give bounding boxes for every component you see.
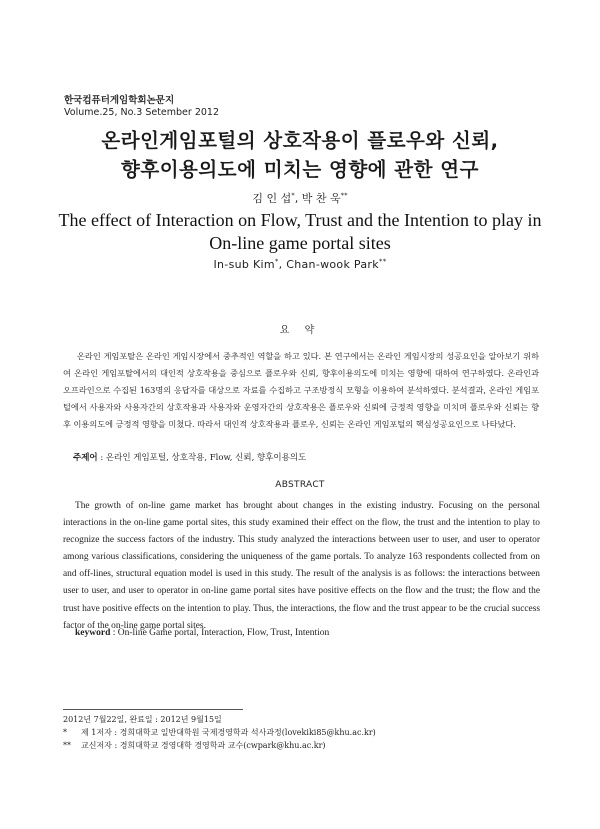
footnote-dates: 2012년 7월22일, 완료일 : 2012년 9월15일 xyxy=(63,715,222,724)
korean-keyword-label: 주제어 xyxy=(73,453,98,463)
english-keyword-list: : On-line Game portal, Interaction, Flow, Trust, Intention xyxy=(110,628,330,638)
korean-keywords xyxy=(73,451,306,463)
english-authors xyxy=(0,258,600,271)
author-1-mark: * xyxy=(291,191,295,200)
korean-authors xyxy=(0,190,600,206)
journal-header xyxy=(64,95,219,119)
english-title-line2: On-line game portal sites xyxy=(209,233,391,253)
english-abstract-heading: ABSTRACT xyxy=(275,480,325,490)
korean-keyword-list: : 온라인 게임포털, 상호작용, Flow, 신뢰, 향후이용의도 xyxy=(97,453,307,463)
english-author-2: Chan-wook Park xyxy=(286,258,379,271)
footnote-1-mark: * xyxy=(63,728,67,737)
english-title xyxy=(40,209,560,255)
journal-volume: Volume.25, No.3 Setember 2012 xyxy=(64,107,219,118)
english-keyword-label: keyword xyxy=(75,628,111,638)
author-separator: , xyxy=(294,192,302,205)
footnote-divider xyxy=(63,709,243,710)
footnote-2-mark: ** xyxy=(63,741,71,750)
footnote-corresponding-author xyxy=(63,739,376,752)
english-author-1: In-sub Kim xyxy=(213,258,275,271)
footnote-first-author xyxy=(63,726,376,739)
journal-name: 한국컴퓨터게임학회논문지 xyxy=(64,95,175,106)
english-abstract-text: The growth of on-line game market has brought about changes in the existing industry. Focusing on the personal interactions in the on-line game portal sites, this study examined their effect on the flow, the trust and the intention to play to recognize the success factors of the industry. This study analyzed the interactions between user to user, and user to operator among various classifications, considering the uniqueness of the game portals. To analyze 163 respondents collected from on and off-lines, structural equation model is used in this study. The result of the analysis is as follows: the interactions between user to user, and user to operator in on-line game portal sites have positive effects on the flow and the trust; the flow and the trust have positive effects on the intention to play. Thus, the interactions, the flow and the trust appear to be the crucial success factor of the on-line game portal sites. xyxy=(63,501,540,631)
english-author-separator: , xyxy=(278,258,287,271)
korean-abstract-heading: 요 약 xyxy=(279,325,321,336)
english-author-1-mark: * xyxy=(274,257,279,266)
english-author-2-mark: ** xyxy=(378,257,387,266)
korean-author-1: 김 인 섭 xyxy=(252,192,292,205)
footnotes xyxy=(63,713,376,752)
korean-title-line1: 온라인게임포털의 상호작용이 플로우와 신뢰, xyxy=(101,129,499,152)
korean-title-line2: 향후이용의도에 미치는 영향에 관한 연구 xyxy=(121,158,479,181)
author-2-mark: ** xyxy=(340,191,348,200)
footnote-2-text: 교신저자 : 경희대학교 경영대학 경영학과 교수(cwpark@khu.ac.kr) xyxy=(81,741,326,750)
korean-author-2: 박 찬 욱 xyxy=(301,192,341,205)
english-keywords xyxy=(75,628,329,638)
english-title-line1: The effect of Interaction on Flow, Trust and the Intention to play in xyxy=(58,210,542,230)
korean-title xyxy=(0,126,600,184)
korean-abstract-text: 온라인 게임포탈은 온라인 게임시장에서 중추적인 역할을 하고 있다. 본 연구에서는 온라인 게임시장의 성공요인을 알아보기 위하여 온라인 게임포탈에서의 대인적 상호작용을 중심으로 플로우와 신뢰, 향후이용의도에 미치는 영향에 대하여 연구하였다. 온라인과 오프라인으로 수집된 163명의 응답자를 대상으로 자료를 수집하고 구조방정식 모형을 이용하여 분석하였다. 분석결과, 온라인 게임포털에서 사용자와 사용자간의 상호작용과 사용자와 운영자간의 상호작용은 플로우와 신뢰에 긍정적 영향을 미치며 플로우와 신뢰는 향후 이용의도에 긍정적 영향을 미쳤다. 따라서 대인적 상호작용과 플로우, 신뢰는 온라인 게임포털의 핵심성공요인으로 나타났다. xyxy=(63,351,539,429)
footnote-1-text: 제 1저자 : 경희대학교 일반대학원 국제경영학과 석사과정(lovekiki85@khu.ac.kr) xyxy=(81,728,376,737)
